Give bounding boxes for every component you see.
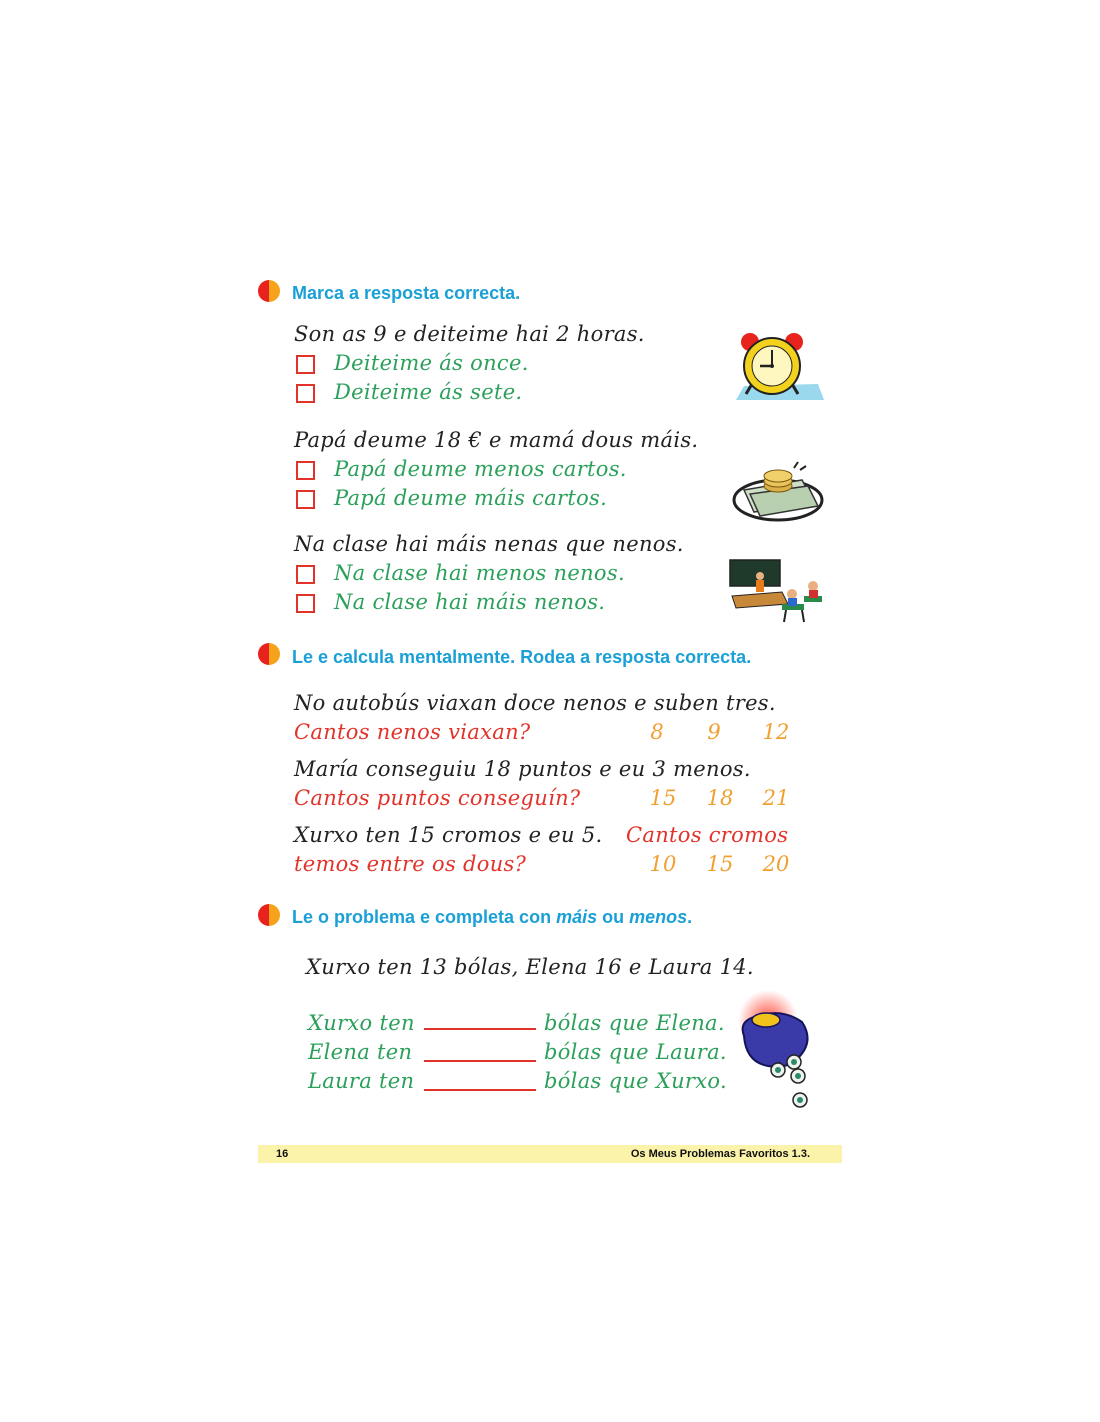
money-icon: [732, 460, 826, 526]
answer-checkbox[interactable]: [296, 461, 315, 480]
section-heading: [292, 907, 692, 928]
answer-checkbox[interactable]: [296, 355, 315, 374]
problem-statement: María conseguiu 18 puntos e eu 3 menos.: [294, 757, 751, 781]
answer-option: Na clase hai menos nenos.: [334, 561, 625, 585]
book-title: Os Meus Problemas Favoritos 1.3.: [630, 1148, 810, 1160]
classroom-icon: [726, 556, 826, 626]
heading-text: .: [687, 907, 693, 927]
fill-line-left: Xurxo ten: [308, 1011, 415, 1035]
answer-choice[interactable]: 9: [707, 720, 721, 744]
answer-blank[interactable]: [424, 1028, 536, 1030]
answer-choice[interactable]: 18: [706, 786, 734, 810]
answer-checkbox[interactable]: [296, 594, 315, 613]
section-bullet-icon: [258, 904, 280, 926]
answer-option: Papá deume máis cartos.: [334, 486, 608, 510]
heading-text: Le o problema e completa con: [292, 907, 557, 927]
answer-choice[interactable]: 12: [762, 720, 790, 744]
problem-statement: Xurxo ten 13 bólas, Elena 16 e Laura 14.: [306, 955, 754, 979]
problem-question: temos entre os dous?: [294, 852, 527, 876]
fill-line-right: bólas que Elena.: [544, 1011, 725, 1035]
answer-choice[interactable]: 15: [649, 786, 677, 810]
answer-choice[interactable]: 10: [649, 852, 677, 876]
answer-choice[interactable]: 8: [650, 720, 664, 744]
answer-checkbox[interactable]: [296, 565, 315, 584]
answer-blank[interactable]: [424, 1060, 536, 1062]
answer-option: Deiteime ás once.: [334, 351, 529, 375]
fill-line-right: bólas que Laura.: [544, 1040, 727, 1064]
problem-question: Cantos puntos conseguín?: [294, 786, 581, 810]
heading-word-mais: máis: [556, 907, 598, 927]
problem-question: Cantos nenos viaxan?: [294, 720, 531, 744]
heading-text: ou: [597, 907, 630, 927]
page-number: 16: [276, 1148, 289, 1160]
marbles-bag-icon: [728, 990, 828, 1114]
section-heading: Marca a resposta correcta.: [292, 283, 521, 303]
page-footer: [258, 1145, 842, 1163]
problem-statement: Papá deume 18 € e mamá dous máis.: [294, 428, 699, 452]
section-bullet-icon: [258, 643, 280, 665]
problem-statement: Son as 9 e deiteime hai 2 horas.: [294, 322, 645, 346]
answer-option: Na clase hai máis nenos.: [334, 590, 606, 614]
problem-statement: Xurxo ten 15 cromos e eu 5.: [294, 823, 603, 847]
answer-checkbox[interactable]: [296, 384, 315, 403]
problem-statement: Na clase hai máis nenas que nenos.: [294, 532, 684, 556]
section-heading: Le e calcula mentalmente. Rodea a resposta correcta.: [292, 647, 752, 667]
answer-choice[interactable]: 15: [706, 852, 734, 876]
answer-checkbox[interactable]: [296, 490, 315, 509]
fill-line-left: Laura ten: [308, 1069, 415, 1093]
fill-line-left: Elena ten: [308, 1040, 413, 1064]
answer-choice[interactable]: 21: [762, 786, 790, 810]
fill-line-right: bólas que Xurxo.: [544, 1069, 727, 1093]
answer-option: Papá deume menos cartos.: [334, 457, 627, 481]
alarm-clock-icon: [730, 330, 826, 402]
answer-blank[interactable]: [424, 1089, 536, 1091]
heading-word-menos: menos: [629, 907, 688, 927]
answer-option: Deiteime ás sete.: [334, 380, 523, 404]
problem-question: Cantos cromos: [626, 823, 789, 847]
problem-statement: No autobús viaxan doce nenos e suben tres.: [294, 691, 776, 715]
section-bullet-icon: [258, 280, 280, 302]
answer-choice[interactable]: 20: [762, 852, 790, 876]
